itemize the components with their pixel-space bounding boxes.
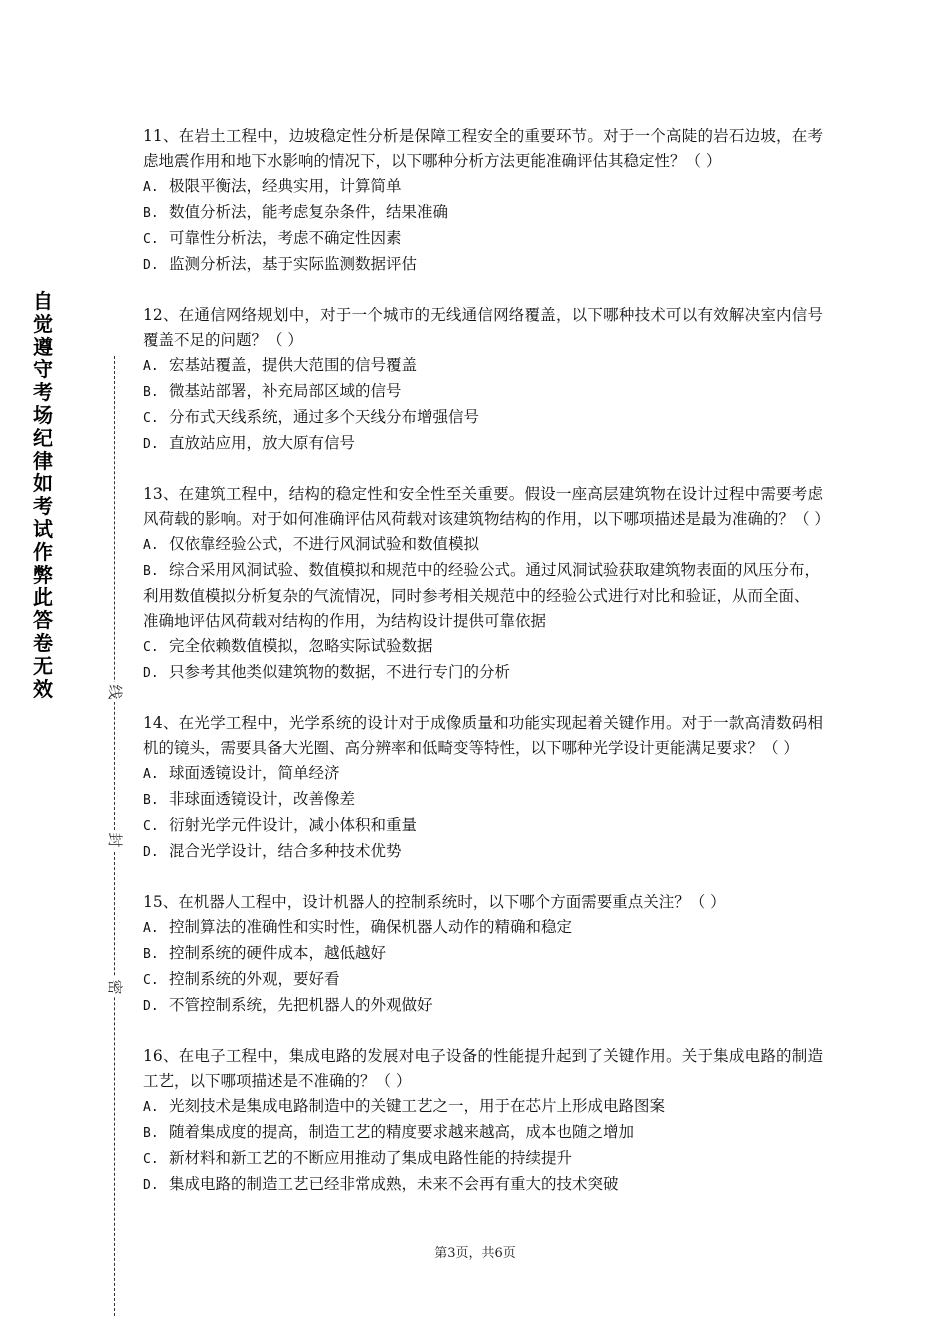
option-text: 数值分析法，能考虑复杂条件，结果准确 bbox=[169, 203, 449, 221]
option-a bbox=[143, 174, 823, 200]
option-text: 不管控制系统，先把机器人的外观做好 bbox=[169, 996, 433, 1014]
option-letter: A. bbox=[143, 767, 159, 782]
option-letter: D. bbox=[143, 437, 159, 452]
option-letter: A. bbox=[143, 1100, 159, 1115]
option-d bbox=[143, 431, 823, 457]
option-text: 监测分析法，基于实际监测数据评估 bbox=[169, 255, 418, 273]
question-text: 14、在光学工程中，光学系统的设计对于成像质量和功能实现起着关键作用。对于一款高清数码相机的镜头，需要具备大光圈、高分辨率和低畸变等特性，以下哪种光学设计更能满足要求？（ ） bbox=[143, 714, 823, 757]
option-text: 可靠性分析法，考虑不确定性因素 bbox=[169, 229, 402, 247]
option-text: 光刻技术是集成电路制造中的关键工艺之一，用于在芯片上形成电路图案 bbox=[169, 1097, 666, 1115]
question-list bbox=[143, 124, 830, 1223]
option-letter: C. bbox=[143, 232, 159, 247]
option-b bbox=[143, 1120, 823, 1146]
option-text: 集成电路的制造工艺已经非常成熟，未来不会再有重大的技术突破 bbox=[169, 1175, 619, 1193]
option-letter: D. bbox=[143, 666, 159, 681]
question-text: 11、在岩土工程中，边坡稳定性分析是保障工程安全的重要环节。对于一个高陡的岩石边坡，在考虑地震作用和地下水影响的情况下，以下哪种分析方法更能准确评估其稳定性？（ ） bbox=[143, 127, 823, 170]
question-16 bbox=[143, 1044, 823, 1198]
option-c bbox=[143, 813, 823, 839]
option-c bbox=[143, 1146, 823, 1172]
option-b bbox=[143, 787, 823, 813]
option-letter: A. bbox=[143, 180, 159, 195]
page-number: 第3页，共6页 bbox=[434, 1246, 516, 1261]
option-text: 分布式天线系统，通过多个天线分布增强信号 bbox=[169, 408, 480, 426]
option-text: 只参考其他类似建筑物的数据，不进行专门的分析 bbox=[169, 663, 511, 681]
exam-discipline-notice: 自觉遵守考场纪律如考试作弊此答卷无效 bbox=[33, 289, 53, 701]
option-b bbox=[143, 941, 823, 967]
option-letter: B. bbox=[143, 793, 159, 808]
option-letter: B. bbox=[143, 1126, 159, 1141]
option-letter: C. bbox=[143, 819, 159, 834]
option-letter: B. bbox=[143, 385, 159, 400]
option-d bbox=[143, 993, 823, 1019]
option-letter: D. bbox=[143, 1178, 159, 1193]
option-text: 微基站部署，补充局部区域的信号 bbox=[169, 382, 402, 400]
option-letter: D. bbox=[143, 999, 159, 1014]
option-letter: B. bbox=[143, 564, 159, 579]
option-c bbox=[143, 967, 823, 993]
option-letter: C. bbox=[143, 411, 159, 426]
question-11 bbox=[143, 124, 823, 278]
option-text: 综合采用风洞试验、数值模拟和规范中的经验公式。通过风洞试验获取建筑物表面的风压分布，利用数值模拟分析复杂的气流情况，同时参考相关规范中的经验公式进行对比和验证，从而全面、准确地评估风荷载对结构的作用，为结构设计提供可靠依据 bbox=[143, 561, 821, 630]
option-letter: C. bbox=[143, 973, 159, 988]
option-letter: A. bbox=[143, 538, 159, 553]
option-text: 球面透镜设计，简单经济 bbox=[169, 764, 340, 782]
option-text: 宏基站覆盖，提供大范围的信号覆盖 bbox=[169, 356, 418, 374]
option-text: 控制算法的准确性和实时性，确保机器人动作的精确和稳定 bbox=[169, 918, 573, 936]
option-letter: C. bbox=[143, 640, 159, 655]
option-letter: A. bbox=[143, 359, 159, 374]
option-letter: B. bbox=[143, 206, 159, 221]
option-a bbox=[143, 532, 823, 558]
option-c bbox=[143, 405, 823, 431]
question-text: 15、在机器人工程中，设计机器人的控制系统时，以下哪个方面需要重点关注？（ ） bbox=[143, 893, 726, 911]
option-text: 新材料和新工艺的不断应用推动了集成电路性能的持续提升 bbox=[169, 1149, 573, 1167]
option-d bbox=[143, 839, 823, 865]
option-letter: D. bbox=[143, 258, 159, 273]
option-text: 非球面透镜设计，改善像差 bbox=[169, 790, 356, 808]
option-letter: B. bbox=[143, 947, 159, 962]
option-text: 控制系统的外观，要好看 bbox=[169, 970, 340, 988]
question-12 bbox=[143, 303, 823, 457]
question-text: 13、在建筑工程中，结构的稳定性和安全性至关重要。假设一座高层建筑物在设计过程中需要考虑风荷载的影响。对于如何准确评估风荷载对该建筑物结构的作用，以下哪项描述是最为准确的？（ ） bbox=[143, 485, 830, 528]
question-text: 16、在电子工程中，集成电路的发展对电子设备的性能提升起到了关键作用。关于集成电路的制造工艺，以下哪项描述是不准确的？（ ） bbox=[143, 1047, 823, 1090]
option-a bbox=[143, 761, 823, 787]
option-text: 控制系统的硬件成本，越低越好 bbox=[169, 944, 387, 962]
binding-char-seal: 封 bbox=[103, 830, 127, 850]
option-a bbox=[143, 353, 823, 379]
binding-char-line: 线 bbox=[103, 682, 127, 702]
option-c bbox=[143, 226, 823, 252]
option-text: 衍射光学元件设计，减小体积和重量 bbox=[169, 816, 418, 834]
option-text: 极限平衡法，经典实用，计算简单 bbox=[169, 177, 402, 195]
option-b bbox=[143, 379, 823, 405]
question-13 bbox=[143, 482, 830, 686]
option-a bbox=[143, 1094, 823, 1120]
question-text: 12、在通信网络规划中，对于一个城市的无线通信网络覆盖，以下哪种技术可以有效解决室内信号覆盖不足的问题？（ ） bbox=[143, 306, 823, 349]
question-14 bbox=[143, 711, 823, 865]
question-15 bbox=[143, 890, 823, 1019]
option-b bbox=[143, 558, 823, 634]
option-text: 随着集成度的提高，制造工艺的精度要求越来越高，成本也随之增加 bbox=[169, 1123, 635, 1141]
binding-char-secret: 密 bbox=[103, 977, 127, 997]
option-c bbox=[143, 634, 823, 660]
option-text: 直放站应用，放大原有信号 bbox=[169, 434, 356, 452]
option-b bbox=[143, 200, 823, 226]
option-letter: C. bbox=[143, 1152, 159, 1167]
option-text: 仅依靠经验公式，不进行风洞试验和数值模拟 bbox=[169, 535, 480, 553]
option-d bbox=[143, 660, 823, 686]
option-text: 混合光学设计，结合多种技术优势 bbox=[169, 842, 402, 860]
option-a bbox=[143, 915, 823, 941]
option-letter: A. bbox=[143, 921, 159, 936]
option-d bbox=[143, 1172, 823, 1198]
option-text: 完全依赖数值模拟，忽略实际试验数据 bbox=[169, 637, 433, 655]
option-d bbox=[143, 252, 823, 278]
option-letter: D. bbox=[143, 845, 159, 860]
